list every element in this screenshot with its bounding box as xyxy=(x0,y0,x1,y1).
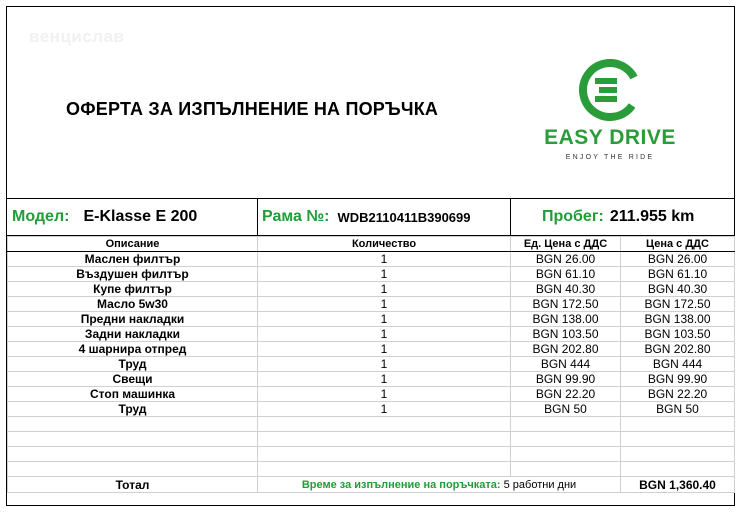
lead-time-label: Време за изпълнение на поръчката: xyxy=(301,479,501,491)
table-row xyxy=(8,327,735,342)
item-qty: 1 xyxy=(258,402,511,417)
table-row xyxy=(8,387,735,402)
item-name: Купе филтър xyxy=(8,282,258,297)
item-unit-price: BGN 172.50 xyxy=(511,297,621,312)
table-row xyxy=(8,402,735,417)
brand-name: EASY DRIVE xyxy=(544,126,676,149)
lead-time-value: 5 работни дни xyxy=(500,479,577,491)
table-row xyxy=(8,372,735,387)
item-qty: 1 xyxy=(258,297,511,312)
empty-row xyxy=(8,447,735,462)
item-qty: 1 xyxy=(258,387,511,402)
item-qty: 1 xyxy=(258,357,511,372)
item-unit-price: BGN 99.90 xyxy=(511,372,621,387)
mileage-cell xyxy=(510,199,734,235)
header-quantity: Количество xyxy=(258,237,511,252)
item-name: Свещи xyxy=(8,372,258,387)
item-name: Стоп машинка xyxy=(8,387,258,402)
item-unit-price: BGN 61.10 xyxy=(511,267,621,282)
empty-row xyxy=(8,432,735,447)
item-name: Въздушен филтър xyxy=(8,267,258,282)
item-unit-price: BGN 138.00 xyxy=(511,312,621,327)
item-name: 4 шарнира отпред xyxy=(8,342,258,357)
item-unit-price: BGN 22.20 xyxy=(511,387,621,402)
table-row xyxy=(8,357,735,372)
item-unit-price: BGN 444 xyxy=(511,357,621,372)
item-price: BGN 40.30 xyxy=(621,282,735,297)
frame-value: WDB2110411B390699 xyxy=(337,209,471,225)
item-name: Труд xyxy=(8,357,258,372)
item-unit-price: BGN 202.80 xyxy=(511,342,621,357)
item-name: Маслен филтър xyxy=(8,252,258,267)
item-unit-price: BGN 50 xyxy=(511,402,621,417)
item-price: BGN 99.90 xyxy=(621,372,735,387)
item-price: BGN 22.20 xyxy=(621,387,735,402)
item-price: BGN 138.00 xyxy=(621,312,735,327)
items-table xyxy=(7,236,735,493)
item-qty: 1 xyxy=(258,282,511,297)
item-name: Масло 5w30 xyxy=(8,297,258,312)
item-price: BGN 202.80 xyxy=(621,342,735,357)
model-value: E-Klasse E 200 xyxy=(83,208,198,225)
table-row xyxy=(8,267,735,282)
item-qty: 1 xyxy=(258,327,511,342)
item-qty: 1 xyxy=(258,342,511,357)
table-row xyxy=(8,297,735,312)
header-description: Описание xyxy=(8,237,258,252)
item-price: BGN 444 xyxy=(621,357,735,372)
lead-time xyxy=(258,477,621,493)
header-price: Цена с ДДС xyxy=(621,237,735,252)
watermark-text: венцислав xyxy=(29,27,125,46)
table-row xyxy=(8,252,735,267)
item-name: Предни накладки xyxy=(8,312,258,327)
total-value: BGN 1,360.40 xyxy=(621,477,735,493)
mileage-label: Пробег: xyxy=(542,208,604,225)
table-header-row xyxy=(8,237,735,252)
easy-drive-logo-icon xyxy=(577,59,643,121)
table-row xyxy=(8,342,735,357)
item-qty: 1 xyxy=(258,267,511,282)
page-title: ОФЕРТА ЗА ИЗПЪЛНЕНИЕ НА ПОРЪЧКА xyxy=(66,99,439,119)
frame-cell xyxy=(257,199,511,235)
brand-logo xyxy=(535,59,685,169)
item-price: BGN 172.50 xyxy=(621,297,735,312)
mileage-value: 211.955 km xyxy=(609,208,695,225)
total-label: Тотал xyxy=(8,477,258,493)
offer-sheet xyxy=(6,6,735,506)
item-price: BGN 26.00 xyxy=(621,252,735,267)
item-price: BGN 103.50 xyxy=(621,327,735,342)
header-unit-price: Ед. Цена с ДДС xyxy=(511,237,621,252)
model-label: Модел: xyxy=(12,208,70,225)
item-name: Задни накладки xyxy=(8,327,258,342)
item-price: BGN 61.10 xyxy=(621,267,735,282)
item-price: BGN 50 xyxy=(621,402,735,417)
item-unit-price: BGN 40.30 xyxy=(511,282,621,297)
item-qty: 1 xyxy=(258,372,511,387)
table-row xyxy=(8,282,735,297)
item-unit-price: BGN 103.50 xyxy=(511,327,621,342)
vehicle-info-row xyxy=(7,198,734,236)
item-unit-price: BGN 26.00 xyxy=(511,252,621,267)
item-name: Труд xyxy=(8,402,258,417)
table-row xyxy=(8,312,735,327)
brand-tagline: ENJOY THE RIDE xyxy=(565,154,655,161)
model-cell xyxy=(7,199,258,235)
item-qty: 1 xyxy=(258,312,511,327)
empty-row xyxy=(8,462,735,477)
item-qty: 1 xyxy=(258,252,511,267)
total-row xyxy=(8,477,735,493)
frame-label: Рама №: xyxy=(262,208,330,225)
empty-row xyxy=(8,417,735,432)
